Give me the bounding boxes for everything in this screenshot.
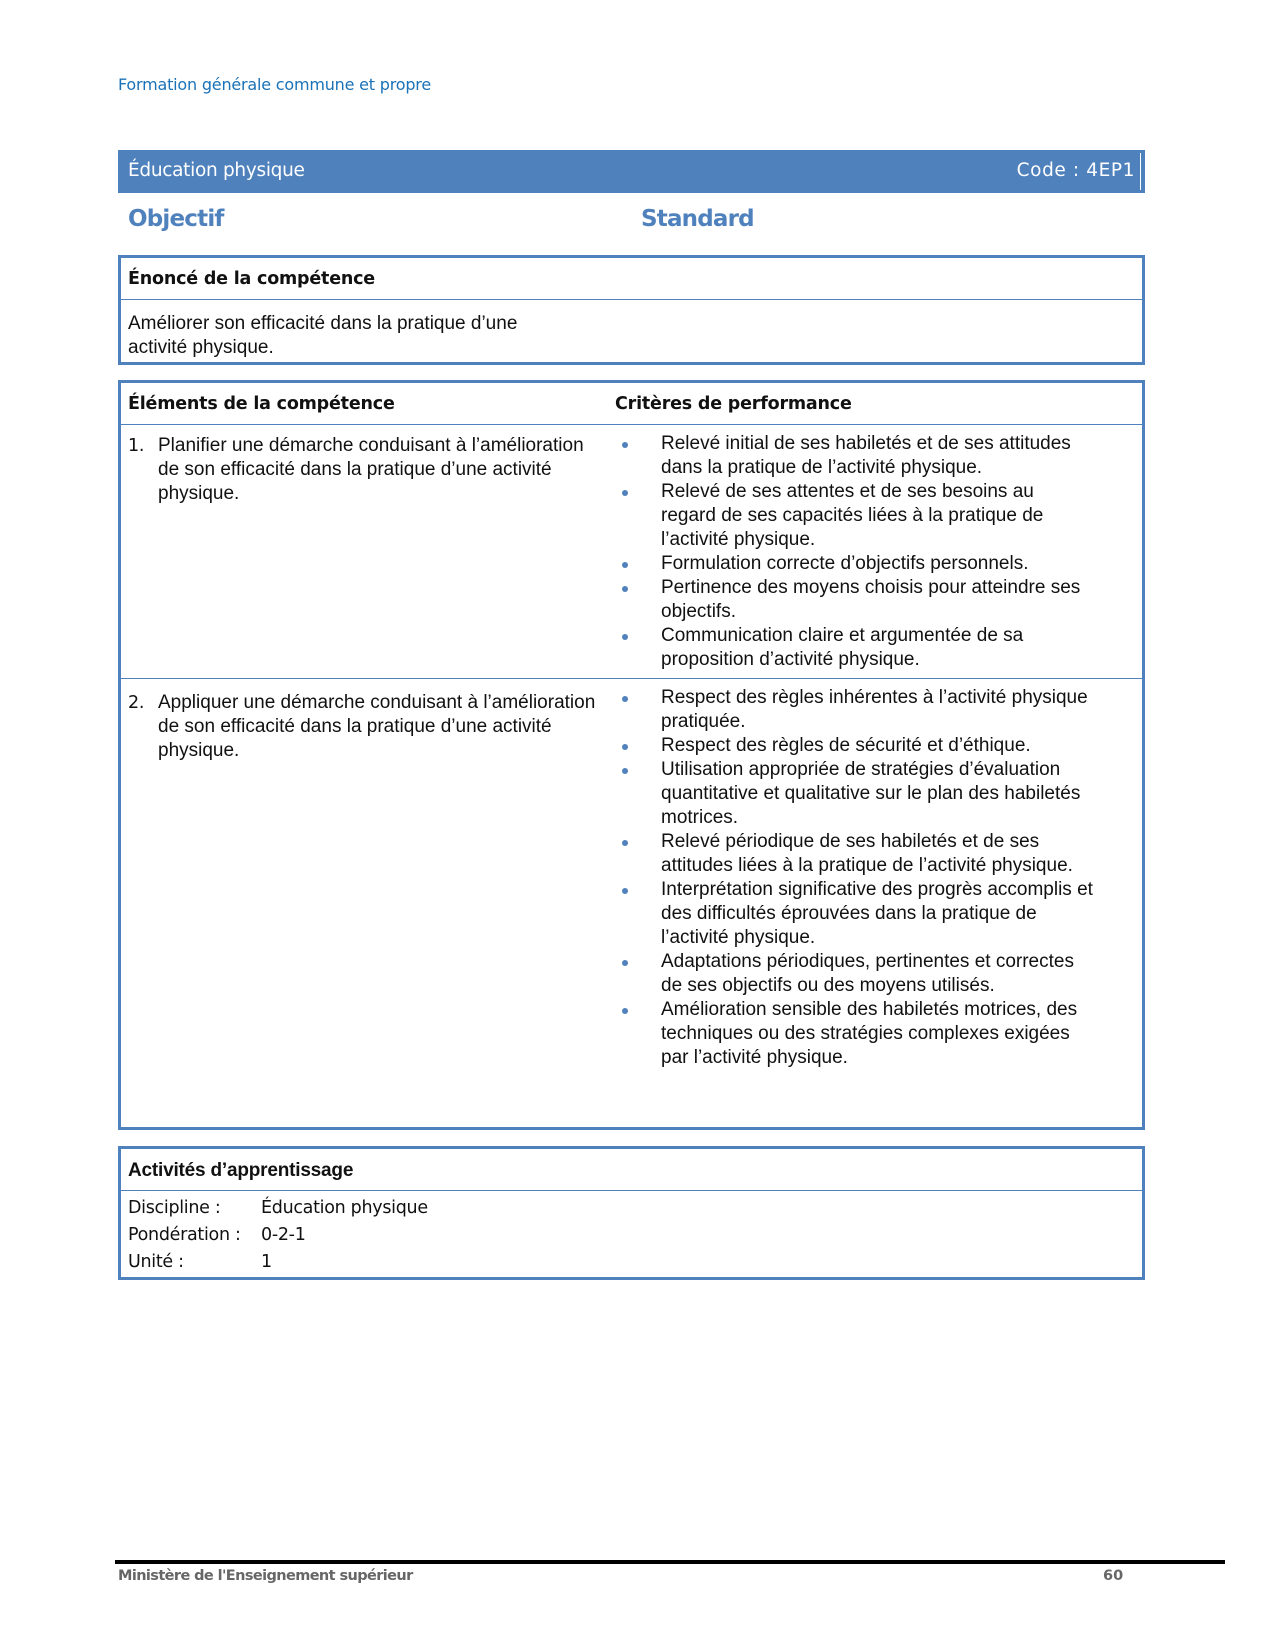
activity-value: 0-2-1 [261,1225,306,1245]
criteria-list [614,686,1094,1070]
footer-publisher: Ministère de l'Enseignement supérieur [118,1568,413,1584]
criteria-item [614,830,1094,878]
bullet-icon [622,888,628,894]
learning-activities-title: Activités d’apprentissage [128,1160,354,1181]
criteria-item [614,950,1094,998]
element-text: Planifier une démarche conduisant à l’amélioration de son efficacité dans la pratique d’une activité physique. [158,435,584,504]
activity-value: 1 [261,1252,272,1272]
element-number: 2. [128,693,145,713]
criteria-text: Respect des règles inhérentes à l’activité physique pratiquée. [661,687,1088,732]
activity-label: Unité : [128,1252,184,1272]
competency-statement-text: Améliorer son efficacité dans la pratique d’une activité physique. [128,313,518,358]
criteria-text: Respect des règles de sécurité et d’éthique. [661,735,1031,756]
criteria-text: Relevé périodique de ses habiletés et de ses attitudes liées à la pratique de l’activité physique. [661,831,1073,876]
standard-heading: Standard [641,206,754,232]
element-number: 1. [128,436,145,456]
criteria-item [614,734,1094,758]
bullet-icon [622,634,628,640]
activity-label: Discipline : [128,1198,221,1218]
criteria-text: Relevé initial de ses habiletés et de ses attitudes dans la pratique de l’activité physique. [661,433,1071,478]
criteria-item [614,998,1094,1070]
criteria-text: Formulation correcte d’objectifs personnels. [661,553,1029,574]
table-row [121,679,1142,1128]
competency-statement-box [118,255,1145,365]
bullet-icon [622,744,628,750]
bullet-icon [622,490,628,496]
competency-statement-header [121,258,1142,300]
criteria-item [614,432,1094,480]
competency-statement-title: Énoncé de la compétence [128,269,375,289]
learning-activities-box [118,1146,1145,1280]
competency-elements-table [118,380,1145,1130]
bullet-icon [622,562,628,568]
objective-heading: Objectif [128,206,224,232]
title-bar-edge-rule [1140,153,1141,190]
criteria-item [614,576,1094,624]
criteria-item [614,552,1094,576]
criteria-column-header: Critères de performance [615,394,852,414]
element-text: Appliquer une démarche conduisant à l’amélioration de son efficacité dans la pratique d’une activité physique. [158,692,596,761]
learning-activities-header [121,1149,1142,1191]
criteria-text: Communication claire et argumentée de sa proposition d’activité physique. [661,625,1024,670]
criteria-text: Utilisation appropriée de stratégies d’évaluation quantitative et qualitative sur le plan des habiletés motrices. [661,759,1081,828]
criteria-text: Relevé de ses attentes et de ses besoins au regard de ses capacités liées à la pratique de l’activité physique. [661,481,1044,550]
running-head: Formation générale commune et propre [118,75,431,94]
criteria-item [614,686,1094,734]
criteria-item [614,480,1094,552]
criteria-item [614,758,1094,830]
criteria-item [614,878,1094,950]
bullet-icon [622,1008,628,1014]
bullet-icon [622,840,628,846]
activity-label: Pondération : [128,1225,241,1245]
section-headings [118,206,1145,242]
activity-value: Éducation physique [261,1198,428,1218]
bullet-icon [622,442,628,448]
bullet-icon [622,768,628,774]
elements-column-header: Éléments de la compétence [128,394,395,414]
elements-table-header [121,383,1142,425]
bullet-icon [622,960,628,966]
footer-rule [115,1560,1225,1564]
course-name: Éducation physique [128,160,305,181]
criteria-text: Amélioration sensible des habiletés motrices, des techniques ou des stratégies complexes exigées par l’activité physique. [661,999,1078,1068]
course-code: Code : 4EP1 [1016,160,1135,181]
course-title-bar [118,150,1145,193]
bullet-icon [622,696,628,702]
criteria-text: Adaptations périodiques, pertinentes et correctes de ses objectifs ou des moyens utilisés. [661,951,1074,996]
criteria-item [614,624,1094,672]
table-row [121,425,1142,679]
criteria-text: Pertinence des moyens choisis pour atteindre ses objectifs. [661,577,1081,622]
criteria-list [614,432,1094,672]
criteria-text: Interprétation significative des progrès accomplis et des difficultés éprouvées dans la pratique de l’activité physique. [661,879,1093,948]
bullet-icon [622,586,628,592]
page-number: 60 [1103,1568,1124,1584]
